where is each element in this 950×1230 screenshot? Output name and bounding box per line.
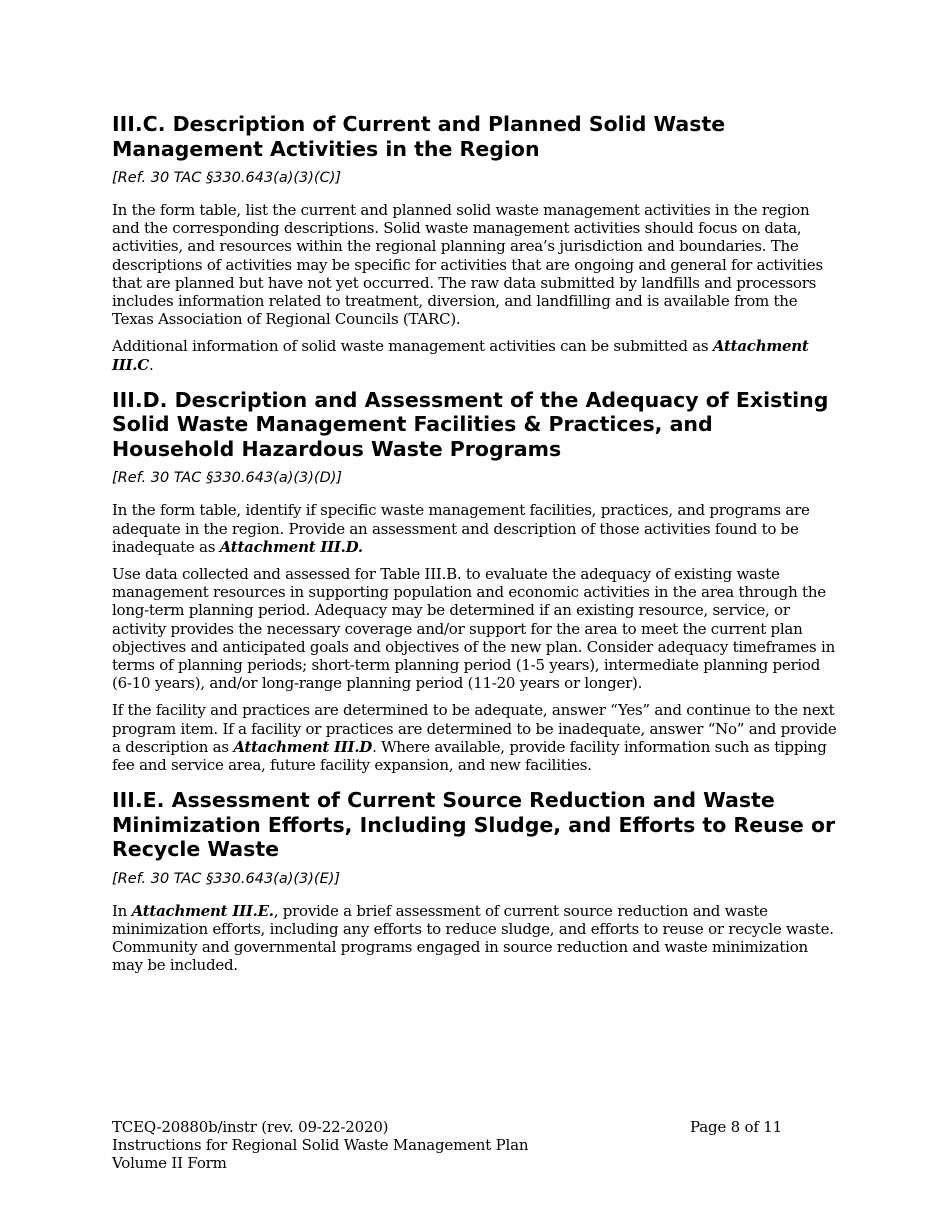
section-reference: [Ref. 30 TAC §330.643(a)(3)(C)]	[112, 170, 342, 186]
section-heading: III.D. Description and Assessment of the Adequacy of Existing Solid Waste Management Facilities & Practices, and Household Hazardous Waste Programs	[112, 387, 829, 461]
paragraph: In Attachment III.E., provide a brief assessment of current source reduction and waste minimization efforts, including any efforts to reduce sludge, and efforts to reuse or recycle waste. Community and governmental programs engaged in source reduction and waste minimization may be included.	[112, 901, 834, 975]
paragraph: Use data collected and assessed for Table III.B. to evaluate the adequacy of existing waste management resources in supporting population and economic activities in the area through the long-term planning period. Adequacy may be determined if an existing resource, service, or activity provides the necessary coverage and/or support for the area to meet the current plan objectives and anticipated goals and objectives of the new plan. Consider adequacy timeframes in terms of planning periods; short-term planning period (1-5 years), intermediate planning period (6-10 years), and/or long-range planning period (11-20 years or longer).	[112, 564, 835, 693]
paragraph: In the form table, list the current and planned solid waste management activities in the region and the corresponding descriptions. Solid waste management activities should focus on data, activities, and resources within the regional planning area’s jurisdiction and boundaries. The descriptions of activities may be specific for activities that are ongoing and general for activities that are planned but have not yet occurred. The raw data submitted by landfills and processors includes information related to treatment, diversion, and landfilling and is available from the Texas Association of Regional Councils (TARC).	[112, 201, 823, 329]
section-iii-d	[112, 388, 840, 774]
section-heading: III.E. Assessment of Current Source Reduction and Waste Minimization Efforts, Including Sludge, and Efforts to Reuse or Recycle Waste	[112, 788, 836, 862]
attachment-reference: Attachment III.D.	[219, 537, 363, 556]
section-heading: III.C. Description of Current and Planned Solid Waste Management Activities in the Region	[112, 112, 726, 161]
section-iii-e	[112, 788, 840, 974]
form-volume: Volume II Form	[112, 1154, 227, 1173]
page-number: Page 8 of 11	[690, 1118, 782, 1136]
paragraph: Additional information of solid waste management activities can be submitted as Attachment III.C.	[112, 337, 809, 374]
document-body	[112, 112, 840, 988]
form-title: Instructions for Regional Solid Waste Management Plan	[112, 1136, 529, 1155]
attachment-reference: Attachment III.D	[233, 737, 373, 756]
page-footer	[112, 1118, 792, 1173]
section-reference: [Ref. 30 TAC §330.643(a)(3)(D)]	[112, 470, 343, 487]
attachment-reference: Attachment III.E.	[131, 901, 274, 920]
paragraph: In the form table, identify if specific waste management facilities, practices, and programs are adequate in the region. Provide an assessment and description of those activities found to be inadequate as Attachment III.D.	[112, 501, 810, 556]
form-number: TCEQ-20880b/instr (rev. 09-22-2020)	[112, 1118, 389, 1136]
section-iii-c	[112, 112, 840, 374]
attachment-reference: Attachment III.C	[112, 337, 809, 374]
paragraph: If the facility and practices are determined to be adequate, answer “Yes” and continue to the next program item. If a facility or practices are determined to be inadequate, answer “No” and provide a description as Attachment III.D. Where available, provide facility information such as tipping fee and service area, future facility expansion, and new facilities.	[112, 701, 837, 774]
section-reference: [Ref. 30 TAC §330.643(a)(3)(E)]	[112, 870, 341, 887]
